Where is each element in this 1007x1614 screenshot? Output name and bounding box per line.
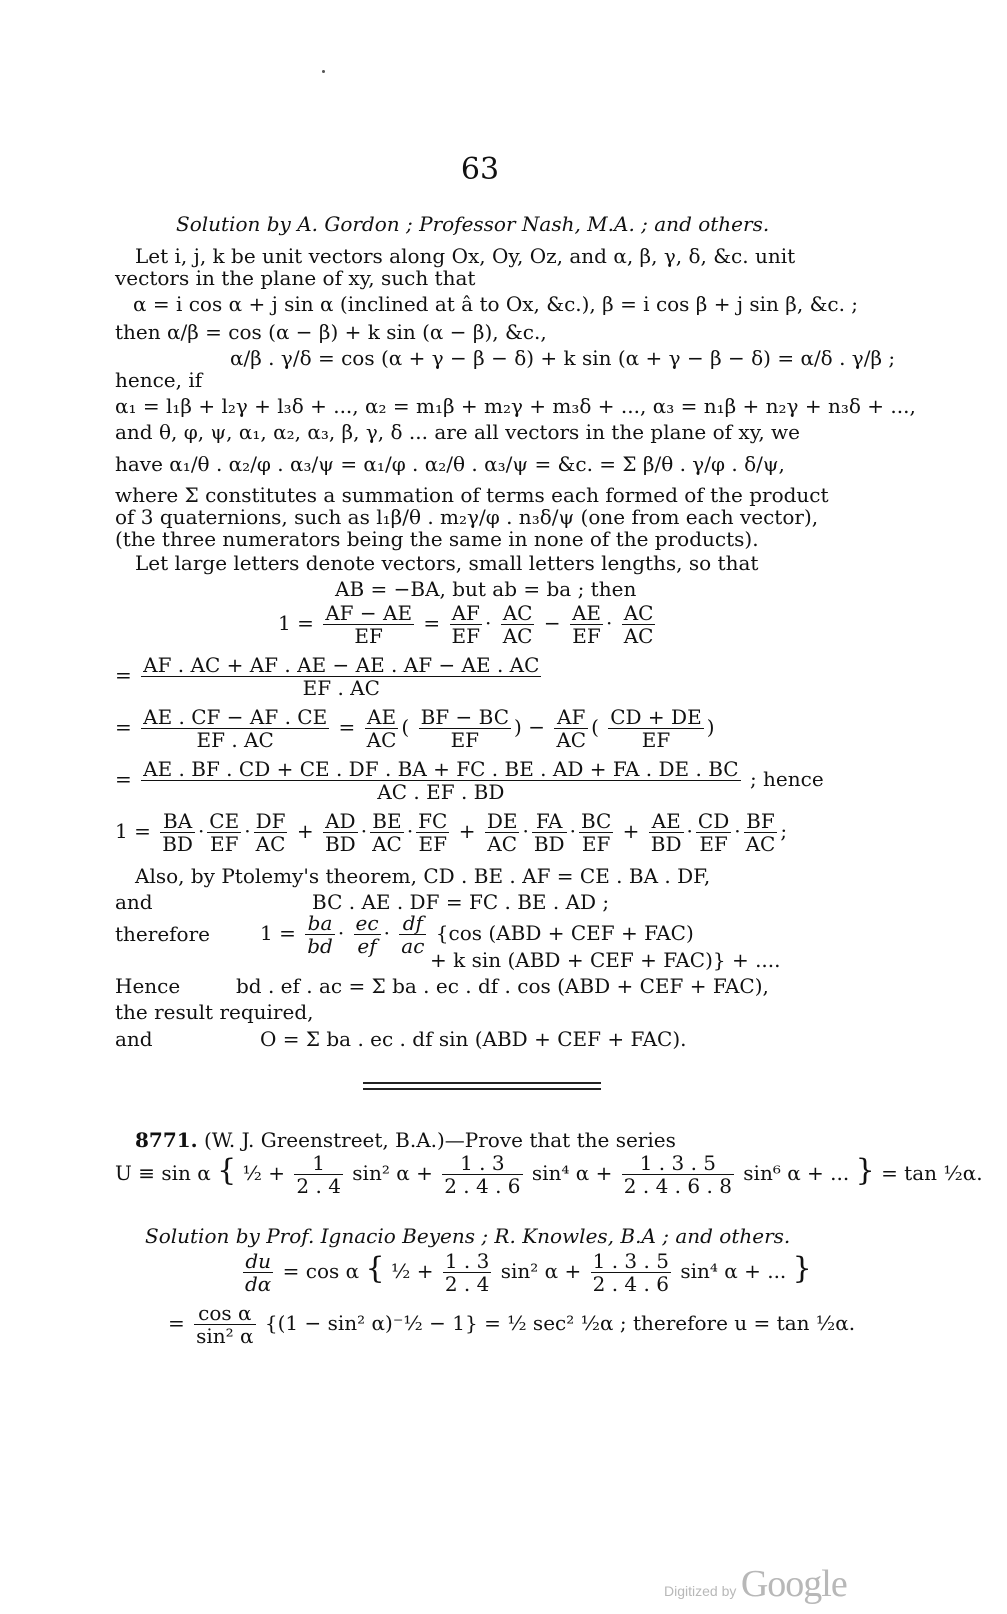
fraction bbox=[243, 1250, 273, 1295]
fraction bbox=[141, 758, 740, 803]
text-line: the result required, bbox=[115, 1000, 314, 1024]
fraction bbox=[419, 706, 511, 751]
denominator: AC bbox=[366, 728, 397, 752]
operator: · bbox=[197, 819, 205, 843]
equation-line: BC . AE . DF = FC . BE . AD ; bbox=[312, 890, 610, 914]
solution-heading: Solution by A. Gordon ; Professor Nash, M.A. ; and others. bbox=[176, 212, 770, 236]
equation-difference: = $\frac{AE . CF - AF . CE}{EF . AC}$ = $\frac{AE}{AC}$ ( $\frac{BF - BC}{EF}$ ) − $\frac{AF}{AC}$ ( $\frac{CD + DE}{EF}$ ) bbox=[115, 705, 715, 752]
problem-statement: (W. J. Greenstreet, B.A.)—Prove that the series bbox=[204, 1128, 676, 1152]
operator: + bbox=[290, 819, 320, 843]
denominator: 2 . 4 bbox=[296, 1174, 341, 1198]
digitized-by-google-watermark bbox=[664, 1562, 847, 1606]
denominator: EF . AC bbox=[196, 728, 274, 752]
equation-line: α/β . γ/δ = cos (α + γ − β − δ) + k sin (α + γ − β − δ) = α/δ . γ/β ; bbox=[230, 346, 896, 370]
section-divider bbox=[363, 1082, 601, 1084]
numerator: AF − AE bbox=[325, 601, 413, 625]
numerator: CD bbox=[697, 809, 730, 833]
fraction bbox=[501, 602, 535, 647]
equation-line: then α/β = cos (α − β) + k sin (α − β), &c., bbox=[115, 320, 547, 344]
operator: = bbox=[115, 767, 132, 791]
denominator: BD bbox=[650, 832, 682, 856]
denominator: ac bbox=[401, 934, 425, 958]
problem-number: 8771. bbox=[135, 1128, 198, 1152]
label-therefore: therefore bbox=[115, 922, 210, 946]
fraction bbox=[194, 1302, 255, 1347]
equation-derivative: $\frac{du}{d\alpha}$ = cos α { ½ + $\frac{1 . 3}{2 . 4}$ sin² α + $\frac{1 . 3 . 5}{2 . 4 . 6}$ sin⁴ α + ... } bbox=[245, 1249, 812, 1296]
denominator: bd bbox=[307, 934, 333, 958]
text-line: Also, by Ptolemy's theorem, CD . BE . AF = CE . BA . DF, bbox=[135, 864, 711, 888]
fraction bbox=[254, 810, 288, 855]
denominator: EF bbox=[418, 832, 447, 856]
denominator: EF bbox=[581, 832, 611, 856]
numerator: AC bbox=[623, 601, 654, 625]
solution-heading: Solution by Prof. Ignacio Beyens ; R. Knowles, B.A ; and others. bbox=[145, 1224, 791, 1248]
text-line: Let large letters denote vectors, small letters lengths, so that bbox=[135, 551, 759, 575]
denominator: EF bbox=[572, 624, 601, 648]
numerator: FA bbox=[532, 810, 567, 833]
equation-therefore: 1 = $\frac{ba}{bd}$ · $\frac{ec}{ef}$ · $\frac{df}{ac}$ {cos (ABD + CEF + FAC) bbox=[260, 911, 694, 958]
numerator: 1 . 3 . 5 bbox=[592, 1249, 669, 1273]
fraction bbox=[305, 912, 335, 957]
fraction bbox=[579, 810, 613, 855]
fraction bbox=[141, 654, 541, 699]
operator: − bbox=[528, 715, 545, 739]
fraction bbox=[696, 810, 731, 855]
numerator: du bbox=[243, 1250, 273, 1273]
numerator: AE bbox=[571, 601, 602, 625]
operator: = bbox=[338, 715, 356, 739]
numerator: cos α bbox=[194, 1302, 255, 1325]
term: sin⁶ α + ... bbox=[743, 1161, 850, 1185]
text-tail: ; hence bbox=[749, 767, 824, 791]
text-line: (the three numerators being the same in none of the products). bbox=[115, 527, 759, 551]
fraction bbox=[160, 810, 195, 855]
equation-lhs: U ≡ sin α bbox=[115, 1161, 211, 1185]
equation-rhs: = tan ½α. bbox=[881, 1161, 983, 1185]
fraction bbox=[443, 1250, 492, 1295]
numerator: AF bbox=[554, 706, 588, 729]
equation-line: have α₁/θ . α₂/φ . α₃/ψ = α₁/φ . α₂/θ . α₃/ψ = &c. = Σ β/θ . γ/φ . δ/ψ, bbox=[115, 452, 785, 476]
fraction bbox=[622, 1152, 734, 1197]
term: sin² α + bbox=[352, 1161, 433, 1185]
numerator: ba bbox=[305, 912, 335, 935]
operator: · bbox=[244, 819, 251, 843]
fraction bbox=[416, 810, 449, 855]
equation-continuation: + k sin (ABD + CEF + FAC)} + .... bbox=[430, 948, 781, 972]
term: sin⁴ α + ... bbox=[680, 1259, 787, 1283]
text-line: hence, if bbox=[115, 368, 203, 392]
text-line: where Σ constitutes a summation of terms each formed of the product bbox=[115, 483, 829, 507]
label-and: and bbox=[115, 1027, 153, 1051]
equation-lhs: 1 = bbox=[115, 819, 151, 843]
numerator: BF − BC bbox=[420, 705, 510, 729]
equation-lhs: 1 = bbox=[260, 921, 296, 945]
denominator: ef bbox=[357, 934, 377, 958]
denominator: EF bbox=[699, 832, 728, 856]
fraction bbox=[744, 810, 778, 855]
denominator: 2 . 4 . 6 . 8 bbox=[623, 1174, 732, 1198]
denominator: AC bbox=[502, 624, 533, 648]
problem-header bbox=[135, 1128, 676, 1152]
operator: = bbox=[115, 663, 132, 687]
label-hence: Hence bbox=[115, 974, 181, 998]
denominator: AC bbox=[487, 832, 518, 856]
equation-lhs: 1 = bbox=[278, 611, 314, 635]
term: sin² α + bbox=[500, 1259, 582, 1283]
operator: + bbox=[616, 819, 646, 843]
fraction bbox=[399, 912, 426, 957]
fraction bbox=[141, 706, 329, 751]
fraction bbox=[649, 810, 684, 855]
operator: = bbox=[168, 1311, 185, 1335]
denominator: AC bbox=[255, 832, 286, 856]
operator: · bbox=[569, 819, 576, 843]
denominator: EF bbox=[354, 624, 383, 648]
numerator: DE bbox=[486, 809, 518, 833]
term: sin⁴ α + bbox=[531, 1161, 613, 1185]
google-logo: Google bbox=[740, 1563, 847, 1605]
denominator: BD bbox=[324, 832, 356, 856]
numerator: BF bbox=[744, 810, 778, 833]
fraction bbox=[554, 706, 588, 751]
fraction bbox=[323, 602, 414, 647]
denominator: AC . EF . BD bbox=[377, 780, 505, 804]
equation-part: {cos (ABD + CEF + FAC) bbox=[435, 921, 694, 945]
equation-product-sum bbox=[115, 810, 787, 855]
operator: = bbox=[115, 715, 132, 739]
numerator: AF . AC + AF . AE − AE . AF − AE . AC bbox=[143, 653, 540, 677]
numerator: 1 bbox=[294, 1152, 343, 1175]
numerator: AC bbox=[502, 601, 533, 625]
fraction bbox=[608, 706, 703, 751]
operator: · bbox=[522, 819, 529, 843]
equation-ratio-expansion: 1 = $\frac{AF - AE}{EF}$ = $\frac{AF}{EF}$ · $\frac{AC}{AC}$ − $\frac{AE}{EF}$ · $\frac{AC}{AC}$ bbox=[278, 601, 654, 648]
fraction bbox=[570, 602, 603, 647]
text-line: Let i, j, k be unit vectors along Ox, Oy, Oz, and α, β, γ, δ, &c. unit bbox=[135, 244, 796, 268]
denominator: EF bbox=[210, 832, 239, 856]
operator: − bbox=[543, 611, 561, 635]
operator: · bbox=[360, 819, 368, 843]
operator: + bbox=[452, 819, 482, 843]
label-and: and bbox=[115, 890, 153, 914]
print-speck bbox=[322, 70, 325, 73]
denominator: EF bbox=[451, 624, 481, 648]
denominator: 2 . 4 . 6 bbox=[592, 1272, 669, 1296]
operator: · bbox=[686, 819, 693, 843]
denominator: 2 . 4 bbox=[444, 1272, 490, 1296]
equation-line: α₁ = l₁β + l₂γ + l₃δ + ..., α₂ = m₁β + m₂γ + m₃δ + ..., α₃ = n₁β + n₂γ + n₃δ + ..., bbox=[115, 394, 916, 418]
fraction bbox=[591, 1250, 671, 1295]
numerator: BE bbox=[370, 810, 404, 833]
text-line: and θ, φ, ψ, α₁, α₂, α₃, β, γ, δ ... are all vectors in the plane of xy, we bbox=[115, 420, 801, 444]
denominator: EF . AC bbox=[302, 676, 380, 700]
fraction bbox=[294, 1152, 343, 1197]
numerator: BC bbox=[580, 809, 612, 833]
numerator: CE bbox=[209, 809, 240, 833]
numerator: AE . BF . CD + CE . DF . BA + FC . BE . AD + FA . DE . BC bbox=[143, 757, 739, 781]
denominator: AC bbox=[372, 832, 402, 856]
fraction bbox=[485, 810, 520, 855]
numerator: DF bbox=[255, 809, 286, 833]
numerator: AD bbox=[323, 810, 358, 833]
numerator: FC bbox=[418, 809, 448, 833]
numerator: df bbox=[399, 912, 426, 935]
fraction bbox=[442, 1152, 522, 1197]
denominator: EF bbox=[641, 728, 671, 752]
operator: · bbox=[406, 819, 414, 843]
fraction bbox=[622, 602, 656, 647]
denominator: AC bbox=[623, 624, 654, 648]
operator: = bbox=[423, 611, 441, 635]
denominator: AC bbox=[556, 728, 587, 752]
term: ½ + bbox=[242, 1161, 286, 1185]
numerator: BA bbox=[160, 810, 195, 833]
equation-final bbox=[168, 1302, 855, 1347]
term: ½ + bbox=[390, 1259, 434, 1283]
punctuation: ; bbox=[780, 819, 788, 843]
equation-part: = cos α bbox=[282, 1259, 360, 1283]
equation-six-terms bbox=[115, 758, 824, 803]
numerator: AE bbox=[649, 810, 684, 833]
numerator: AE . CF − AF . CE bbox=[143, 705, 328, 729]
fraction bbox=[450, 602, 482, 647]
equation-line: α = i cos α + j sin α (inclined at â to Ox, &c.), β = i cos β + j sin β, &c. ; bbox=[133, 292, 859, 316]
denominator: dα bbox=[245, 1272, 272, 1296]
denominator: sin² α bbox=[196, 1324, 254, 1348]
denominator: BD bbox=[162, 832, 193, 856]
fraction bbox=[354, 912, 381, 957]
denominator: 2 . 4 . 6 bbox=[444, 1174, 521, 1198]
fraction bbox=[323, 810, 358, 855]
equation-combined-fraction bbox=[115, 654, 544, 699]
text-line: of 3 quaternions, such as l₁β/θ . m₂γ/φ . n₃δ/ψ (one from each vector), bbox=[115, 505, 819, 529]
equation-line: O = Σ ba . ec . df sin (ABD + CEF + FAC). bbox=[260, 1027, 687, 1051]
equation-line: AB = −BA, but ab = ba ; then bbox=[335, 577, 637, 601]
equation-line: bd . ef . ac = Σ ba . ec . df . cos (ABD + CEF + FAC), bbox=[236, 974, 769, 998]
fraction bbox=[207, 810, 241, 855]
equation-part: {(1 − sin² α)⁻½ − 1} = ½ sec² ½α ; therefore u = tan ½α. bbox=[264, 1311, 856, 1335]
denominator: EF bbox=[450, 728, 480, 752]
section-divider bbox=[363, 1088, 601, 1090]
numerator: AF bbox=[450, 602, 482, 625]
operator: · bbox=[734, 819, 741, 843]
fraction bbox=[370, 810, 404, 855]
equation-series: U ≡ sin α { ½ + $\frac{1}{2 . 4}$ sin² α + $\frac{1 . 3}{2 . 4 . 6}$ sin⁴ α + $\frac{1 . 3 . 5}{2 . 4 . 6 . 8}$ sin⁶ α + ... } = tan ½α. bbox=[115, 1151, 983, 1198]
numerator: 1 . 3 bbox=[442, 1152, 522, 1175]
fraction bbox=[532, 810, 567, 855]
numerator: AE bbox=[365, 706, 399, 729]
text-line: vectors in the plane of xy, such that bbox=[115, 266, 476, 290]
numerator: CD + DE bbox=[610, 705, 702, 729]
watermark-prefix: Digitized by bbox=[664, 1583, 737, 1599]
numerator: ec bbox=[355, 911, 379, 935]
denominator: BD bbox=[533, 832, 565, 856]
page-number: 63 bbox=[460, 152, 500, 187]
denominator: AC bbox=[745, 832, 776, 856]
fraction bbox=[365, 706, 399, 751]
numerator: 1 . 3 bbox=[444, 1249, 490, 1273]
numerator: 1 . 3 . 5 bbox=[622, 1152, 734, 1175]
